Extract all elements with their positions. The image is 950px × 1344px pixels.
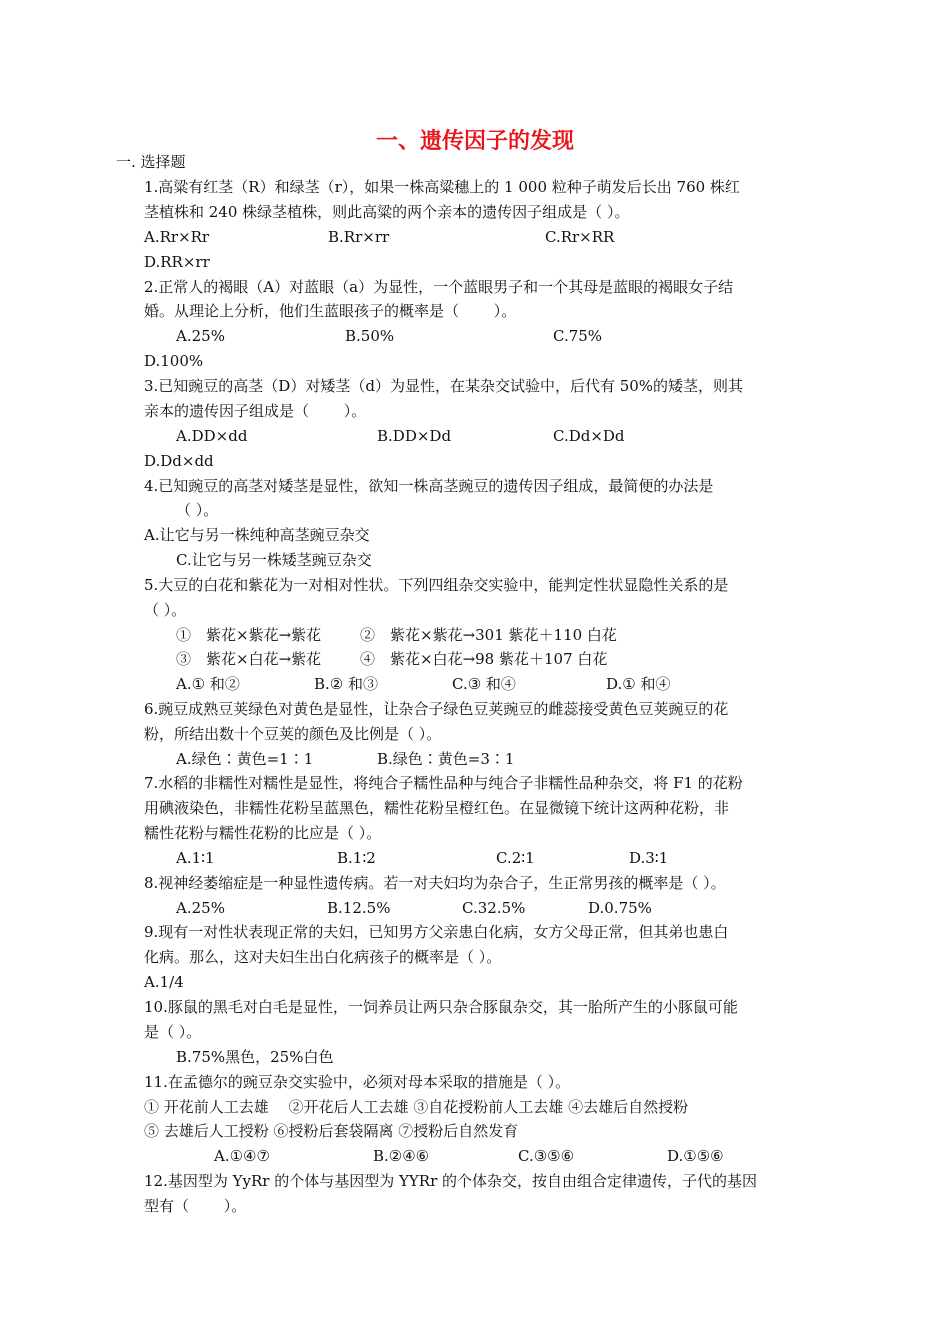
question-8-option-c: C.32.5% (462, 899, 526, 917)
question-11-line-2: ① 开花前人工去雄 ②开花后人工去雄 ③自花授粉前人工去雄 ④去雄后自然授粉 (144, 1098, 689, 1116)
question-7-option-d: D.3∶1 (629, 849, 669, 867)
question-9-line-2: 化病。那么，这对夫妇生出白化病孩子的概率是（ ）。 (144, 948, 502, 966)
question-5-item-2: ② 紫花×紫花→301 紫花＋110 白花 (360, 626, 617, 644)
question-1-option-c: C.Rr×RR (545, 228, 615, 246)
question-6-option-b: B.绿色∶黄色=3∶1 (377, 750, 515, 768)
question-2-line-2: 婚。从理论上分析，他们生蓝眼孩子的概率是（ ）。 (144, 302, 517, 320)
question-12-line-2: 型有（ ）。 (144, 1197, 247, 1215)
question-10-option-b: B.75%黑色，25%白色 (176, 1048, 334, 1066)
question-11-option-b: B.②④⑥ (373, 1147, 430, 1165)
question-8-option-d: D.0.75% (588, 899, 652, 917)
question-1-line-1: 1.高粱有红茎（R）和绿茎（r），如果一株高粱穗上的 1 000 粒种子萌发后长出 760 株红 (144, 178, 740, 196)
question-11-line-3: ⑤ 去雄后人工授粉 ⑥授粉后套袋隔离 ⑦授粉后自然发育 (144, 1122, 519, 1140)
section-heading: 一. 选择题 (116, 153, 186, 171)
question-5-option-d: D.① 和④ (606, 675, 671, 693)
question-7-line-3: 糯性花粉与糯性花粉的比应是（ ）。 (144, 824, 382, 842)
question-8-option-a: A.25% (176, 899, 225, 917)
question-7-option-b: B.1∶2 (337, 849, 376, 867)
question-11-option-d: D.①⑤⑥ (667, 1147, 724, 1165)
page-title: 一、遗传因子的发现 (375, 129, 574, 154)
question-2-option-b: B.50% (345, 327, 395, 345)
question-1-option-b: B.Rr×rr (328, 228, 390, 246)
question-8-option-b: B.12.5% (327, 899, 391, 917)
question-4-line-1: 4.已知豌豆的高茎对矮茎是显性，欲知一株高茎豌豆的遗传因子组成，最简便的办法是 (144, 477, 714, 495)
question-12-line-1: 12.基因型为 YyRr 的个体与基因型为 YYRr 的个体杂交，按自由组合定律遗传，子代的基因 (144, 1172, 758, 1190)
question-1-option-a: A.Rr×Rr (144, 228, 210, 246)
question-9-option-a: A.1/4 (144, 973, 184, 991)
question-1-line-2: 茎植株和 240 株绿茎植株，则此高粱的两个亲本的遗传因子组成是（ ）。 (144, 203, 630, 221)
question-7-option-a: A.1∶1 (176, 849, 215, 867)
question-3-line-2: 亲本的遗传因子组成是（ ）。 (144, 402, 367, 420)
question-5-line-1: 5.大豆的白花和紫花为一对相对性状。下列四组杂交实验中，能判定性状显隐性关系的是 (144, 576, 729, 594)
question-5-option-b: B.② 和③ (314, 675, 379, 693)
question-7-line-2: 用碘液染色，非糯性花粉呈蓝黑色，糯性花粉呈橙红色。在显微镜下统计这两种花粉，非 (144, 799, 730, 817)
question-6-option-a: A.绿色∶黄色=1∶1 (176, 750, 314, 768)
question-4-option-c: C.让它与另一株矮茎豌豆杂交 (176, 551, 372, 569)
question-2-option-c: C.75% (553, 327, 603, 345)
question-3-option-c: C.Dd×Dd (553, 427, 625, 445)
question-5-line-2: （ ）。 (144, 601, 187, 619)
question-5-option-c: C.③ 和④ (452, 675, 516, 693)
question-10-line-2: 是（ ）。 (144, 1023, 202, 1041)
question-2-option-d: D.100% (144, 352, 204, 370)
question-5-item-3: ③ 紫花×白花→紫花 (176, 650, 322, 668)
question-4-line-2: （ ）。 (176, 501, 219, 519)
question-4-option-a: A.让它与另一株纯种高茎豌豆杂交 (144, 526, 370, 544)
question-7-option-c: C.2∶1 (496, 849, 535, 867)
question-11-line-1: 11.在孟德尔的豌豆杂交实验中，必须对母本采取的措施是（ ）。 (144, 1073, 571, 1091)
question-3-option-d: D.Dd×dd (144, 452, 214, 470)
question-3-option-a: A.DD×dd (176, 427, 248, 445)
question-5-item-4: ④ 紫花×白花→98 紫花＋107 白花 (360, 650, 608, 668)
question-2-line-1: 2.正常人的褐眼（A）对蓝眼（a）为显性，一个蓝眼男子和一个其母是蓝眼的褐眼女子结 (144, 278, 734, 296)
question-11-option-a: A.①④⑦ (214, 1147, 270, 1165)
question-2-option-a: A.25% (176, 327, 225, 345)
question-10-line-1: 10.豚鼠的黑毛对白毛是显性，一饲养员让两只杂合豚鼠杂交，其一胎所产生的小豚鼠可能 (144, 998, 738, 1016)
question-5-option-a: A.① 和② (176, 675, 240, 693)
question-6-line-1: 6.豌豆成熟豆荚绿色对黄色是显性，让杂合子绿色豆荚豌豆的雌蕊接受黄色豆荚豌豆的花 (144, 700, 729, 718)
question-3-line-1: 3.已知豌豆的高茎（D）对矮茎（d）为显性，在某杂交试验中，后代有 50%的矮茎，则其 (144, 377, 744, 395)
question-5-item-1: ① 紫花×紫花→紫花 (176, 626, 322, 644)
question-3-option-b: B.DD×Dd (377, 427, 452, 445)
question-9-line-1: 9.现有一对性状表现正常的夫妇，已知男方父亲患白化病，女方父母正常，但其弟也患白 (144, 923, 729, 941)
question-6-line-2: 粉，所结出数十个豆荚的颜色及比例是（ ）。 (144, 725, 442, 743)
question-8-line-1: 8.视神经萎缩症是一种显性遗传病。若一对夫妇均为杂合子，生正常男孩的概率是（ ）。 (144, 874, 726, 892)
question-7-line-1: 7.水稻的非糯性对糯性是显性，将纯合子糯性品种与纯合子非糯性品种杂交，将 F1 的花粉 (144, 774, 743, 792)
question-11-option-c: C.③⑤⑥ (518, 1147, 575, 1165)
question-1-option-d: D.RR×rr (144, 253, 210, 271)
